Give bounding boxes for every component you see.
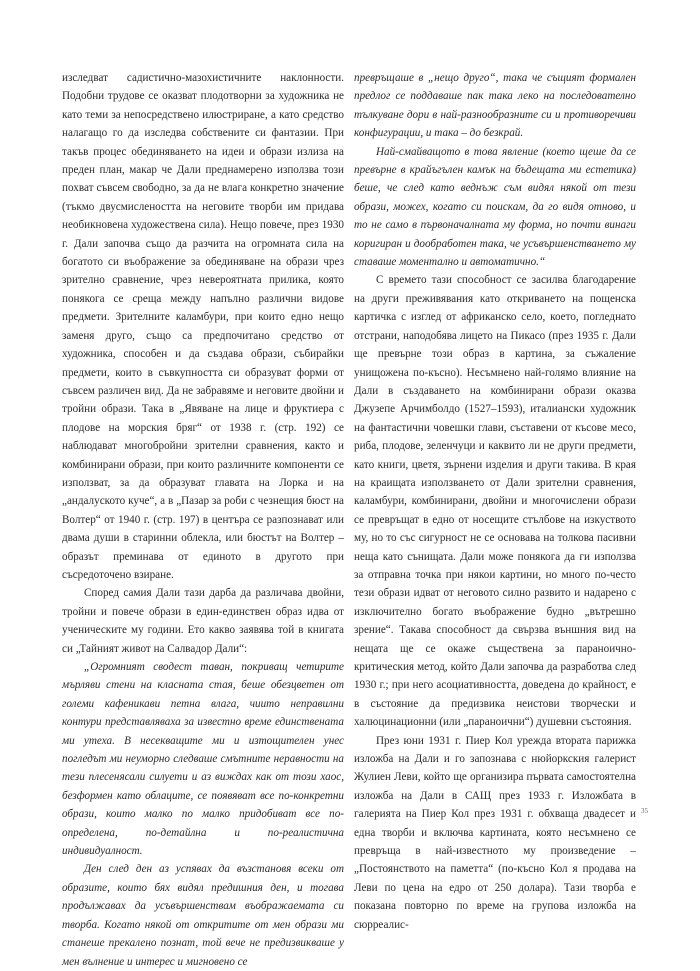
right-text-column: [354, 69, 636, 934]
page-number: 35: [641, 807, 648, 815]
body-paragraph: През юни 1931 г. Пиер Кол урежда втората парижка изложба на Дали и го запознава с нюйоркския галерист Жулиен Леви, който ще организира първата самостоятелна изложба на Дали в САЩ през 1933 г. Изложбата в галерията на Пиер Кол през 1931 г. обхваща двадесет и една творби и включва картината, която несъмнено се превръща в най-известното му произведение – „Постоянството на паметта“ (по-късно Кол я продава на Леви по цена на едро от 250 долара). Тази творба е показана повторно по време на групова изложба на сюрреалис-: [354, 734, 636, 931]
quote-paragraph: Ден след ден аз успявах да възстановя всеки от образите, които бях видял предишния ден, и тогава продължавах да усъвършенствам въображаемата си творба. Когато някой от откритите от мен образи ми станеше прекалено познат, той вече не предизвикваше у мен вълнение и интерес и мигновено се: [62, 863, 344, 968]
quote-paragraph: Най-смайващото в това явление (което щеше да се превърне в крайъгълен камък на бъдещата ми естетика) беше, че след като веднъж съм видял някой от тези образи, можех, когато си поискам, да го видя отново, и то не само в първоначалната му форма, но почти винаги коригиран и дообработен така, че усъвършенстването му ставаше моментално и автоматично.“: [354, 145, 636, 269]
quote-paragraph: превръщаше в „нещо друго“, така че същият формален предлог се поддаваше пак така леко на последователно тълкуване дори в най-разнообразните си и противоречиви конфигурации, и така – до безкрай.: [354, 72, 636, 140]
body-paragraph: С времето тази способност се засилва благодарение на други преживявания като откриването на пощенска картичка с изглед от африканско село, което, погледнато отстрани, наподобява лицето на Пикасо (през 1935 г. Дали ще превърне този образ в картина, за съжаление унищожена по-късно). Несъмнено най-голямо влияние на Дали в създаването на комбинирани образи оказва Джузепе Арчимболдо (1527–1593), италиански художник на фантастични човешки глави, съставени от късове месо, риба, плодове, зеленчуци и каквито ли не други предмети, като книги, цветя, зърнени изделия и други такива. В края на краищата използването от Дали зрителни сравнения, каламбури, комбинирани, двойни и многочислени образи се превръщат в едно от носещите стълбове на изкуството му, но то със сигурност не се основава на толкова пасивни неща като сънищата. Дали може понякога да ги използва за отправна точка при някои картини, но много по-често тези образи идват от неговото силно развито и надарено с изключително богато въображение будно „вътрешно зрение“. Такава способност да свързва външния вид на нещата ще се окаже съществена за параноично-критическия метод, който Дали започва да разработва след 1930 г.; при него асоциативността, доведена до крайност, е в състояние да предизвика неистови творчески и халюцинационни (или „параноични“) душевни състояния.: [354, 274, 636, 729]
left-text-column: [62, 69, 344, 971]
body-paragraph: Според самия Дали тази дарба да различава двойни, тройни и повече образи в един-единствен образ идва от ученическите му години. Ето какво заявява той в книгата си „Тайният живот на Салвадор Дали“:: [62, 587, 344, 655]
body-paragraph: изследват садистично-мазохистичните наклонности. Подобни трудове се оказват плодотворни за художника не като теми за непосредствено илюстриране, а като средство налагащо го да изследва собствените си фантазии. При такъв процес обединяването на идеи и образи излиза на преден план, макар че Дали преднамерено използва този похват съвсем свободно, за да не влага конкретно значение (тъкмо двусмислеността на неговите творби им придава необикновена художествена сила). Нещо повече, през 1930 г. Дали започва също да разчита на огромната сила на богатото си въображение за обединяване на образи чрез зрително сравнение, чрез невероятната прилика, която понякога се среща между напълно различни видове предмети. Зрителните каламбури, при които едно нещо заменя друго, също са предпочитано средство от художника, способен и да създава образи, събирайки предмети, които в съвкупността си образуват форми от съвсем различен вид. Да не забравяме и неговите двойни и тройни образи. Така в „Явяване на лице и фруктиера с плодове на морския бряг“ от 1938 г. (стр. 192) се наблюдават многобройни зрителни сравнения, както и комбинирани образи, при които различните компоненти се използват, за да образуват главата на Лорка и на „андалуското куче“, а в „Пазар за роби с чезнещия бюст на Волтер“ от 1940 г. (стр. 197) в центъра се разпознават или двама души в старинни облекла, или бюстът на Волтер – образът преминава от единото в другото при съсредоточено взиране.: [62, 72, 344, 581]
quote-paragraph: „Огромният сводест таван, покриващ четирите мърляви стени на класната стая, беше обезцветен от големи кафеникави петна влага, чиито неправилни контури представляваха за известно време единствената ми утеха. В несекващите ми и изтощителен унес погледът ми неуморно следваше смътните неравности на тези плесенясали силуети и аз виждах как от този хаос, безформен като облаците, се появяват все по-конкретни образи, които малко по малко придобиват все по-определена, по-детайлна и по-реалистична индивидуалност.: [62, 661, 344, 858]
